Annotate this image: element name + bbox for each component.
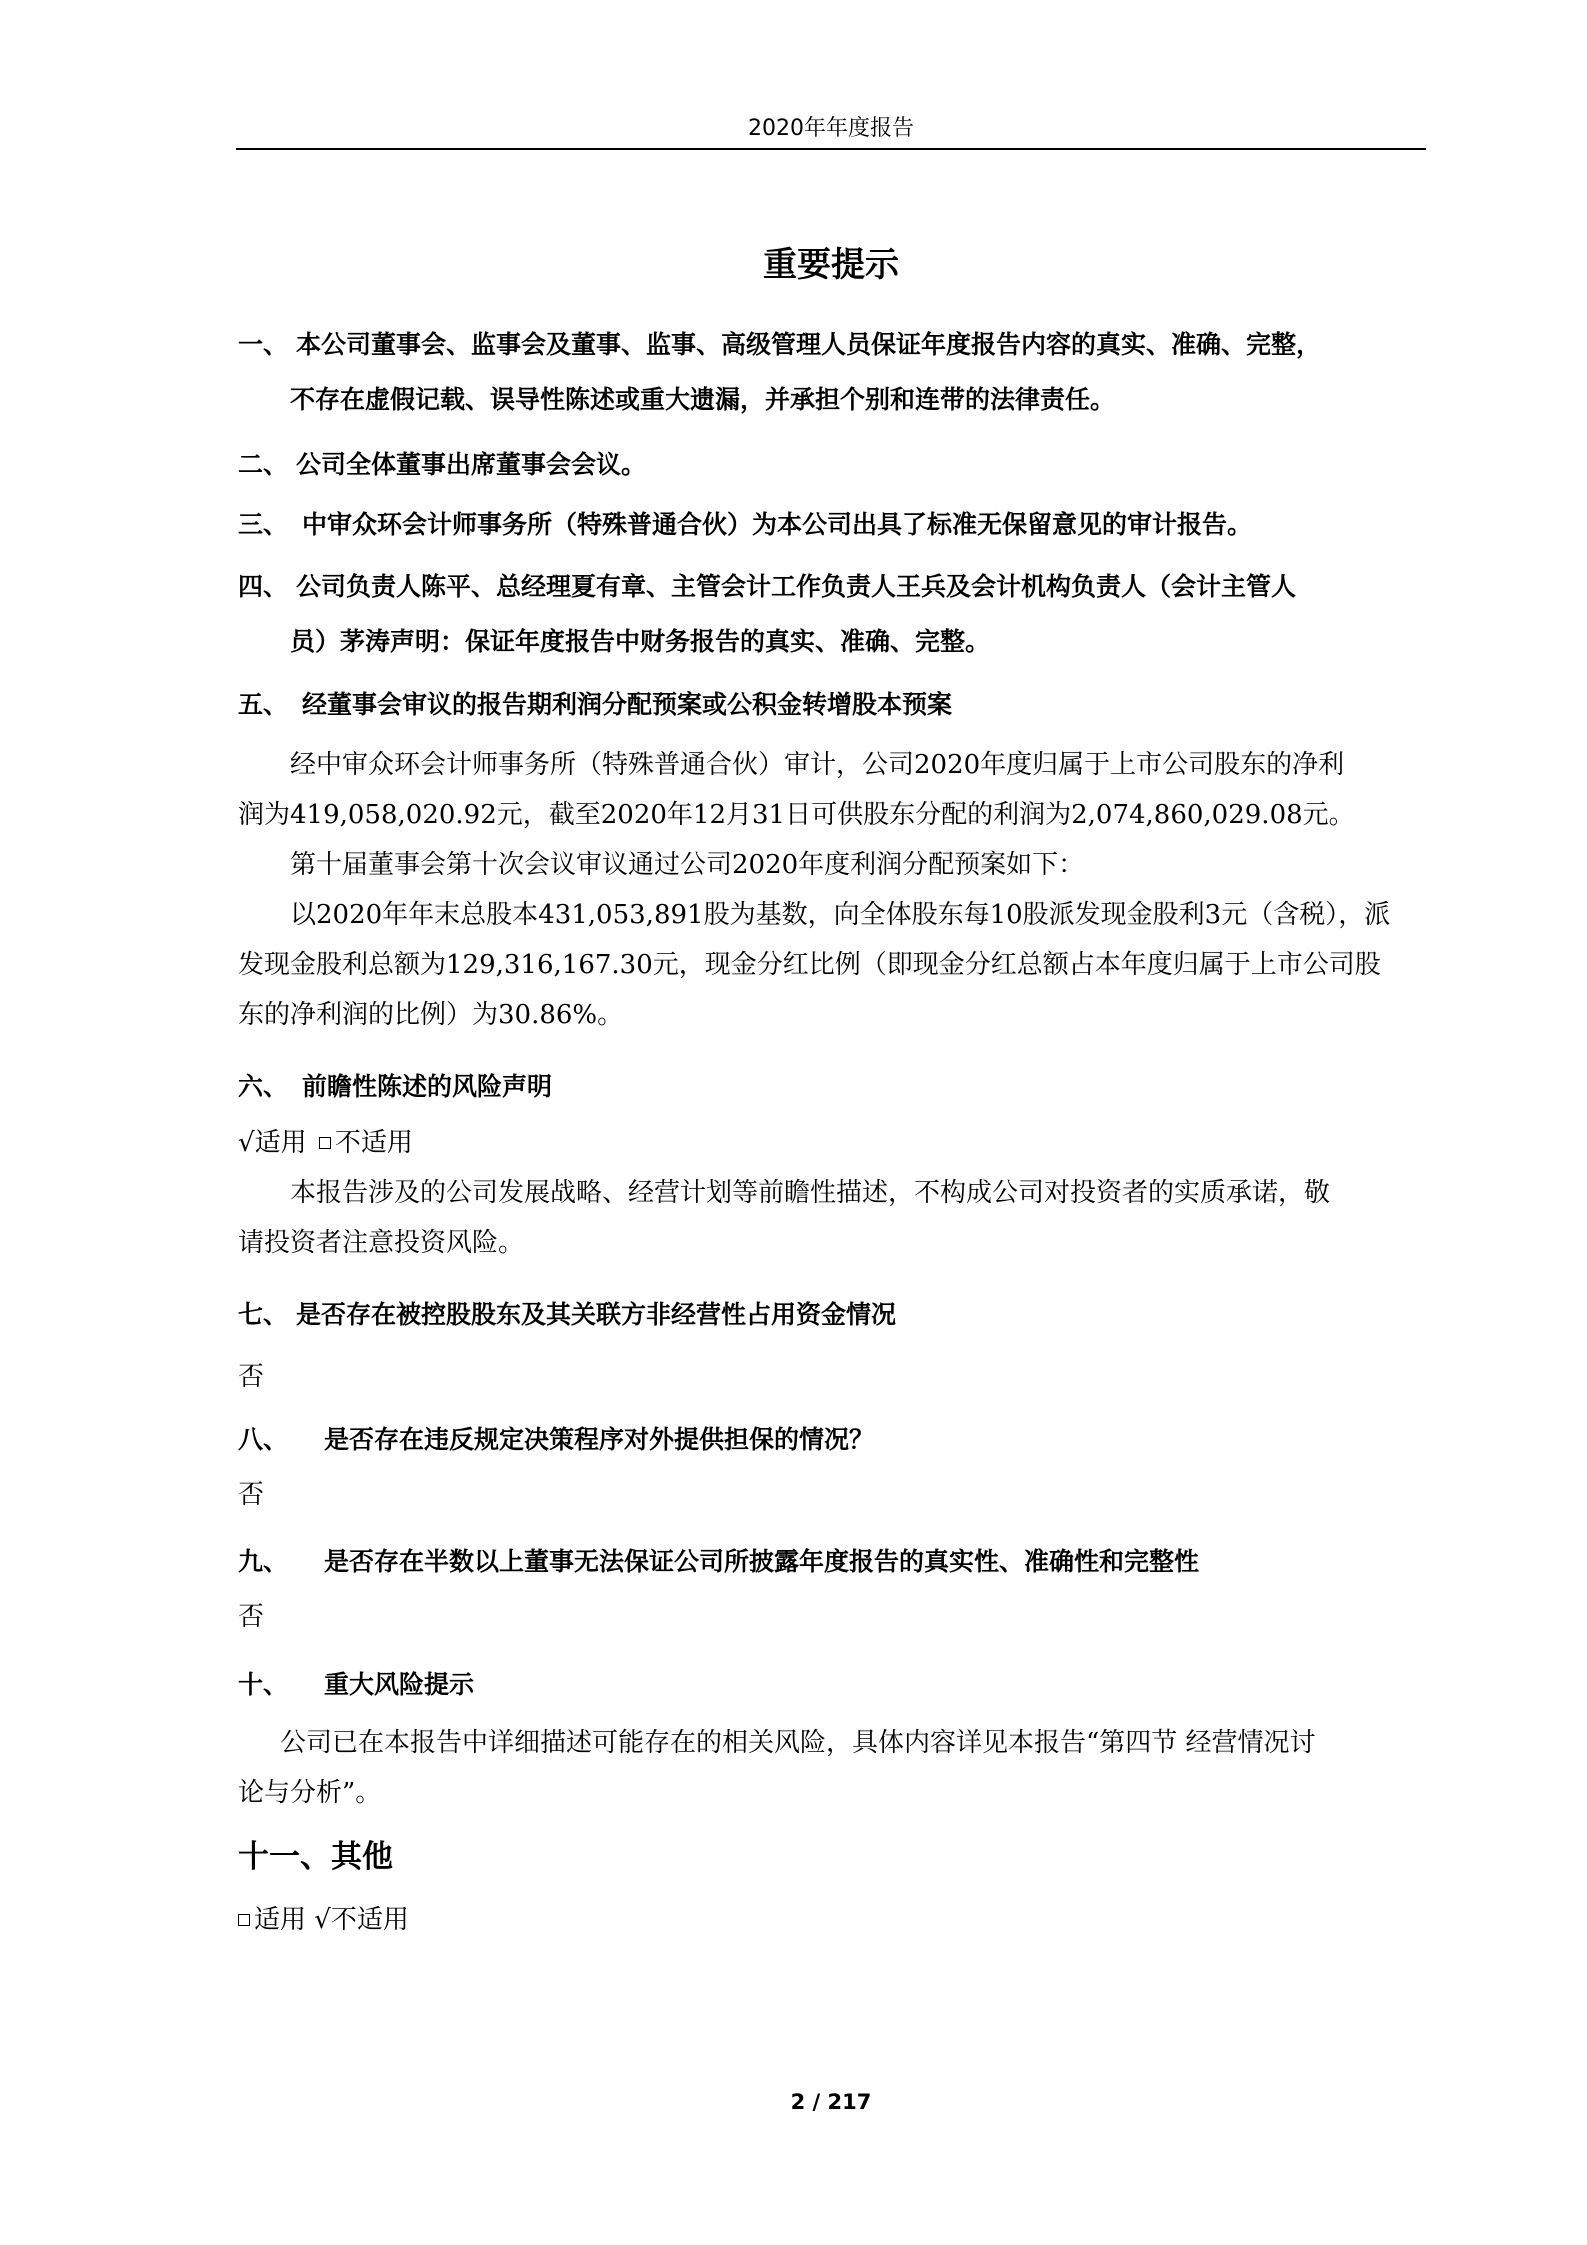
item-5-paragraph-3-line-1: 以2020年年末总股本431,053,891股为基数，向全体股东每10股派发现金股利3元（含税），派	[290, 900, 1391, 930]
item-3: 三、 中审众环会计师事务所（特殊普通合伙）为本公司出具了标准无保留意见的审计报告。	[238, 510, 1253, 539]
item-6-paragraph-line-2: 请投资者注意投资风险。	[238, 1228, 525, 1258]
empty-checkbox-icon	[319, 1137, 331, 1149]
check-mark-icon: √	[314, 1905, 331, 1935]
item-7-answer: 否	[238, 1362, 265, 1392]
item-1-line-1: 一、 本公司董事会、监事会及董事、监事、高级管理人员保证年度报告内容的真实、准确、完整，	[238, 330, 1322, 359]
item-6-heading: 六、 前瞻性陈述的风险声明	[238, 1072, 553, 1101]
item-11-heading: 十一、其他	[238, 1839, 393, 1875]
item-9-answer: 否	[238, 1602, 265, 1632]
item-8-answer: 否	[238, 1480, 265, 1510]
item-4-line-1: 四、 公司负责人陈平、总经理夏有章、主管会计工作负责人王兵及会计机构负责人（会计主管人	[238, 572, 1297, 601]
item-11-applicability	[238, 1895, 1428, 1945]
item-9-heading: 九、 是否存在半数以上董事无法保证公司所披露年度报告的真实性、准确性和完整性	[238, 1547, 1200, 1576]
item-5-paragraph-3-line-2: 发现金股利总额为129,316,167.30元，现金分红比例（即现金分红总额占本年度归属于上市公司股	[238, 950, 1381, 980]
item-5-paragraph-1-line-2: 润为419,058,020.92元，截至2020年12月31日可供股东分配的利润为2,074,860,029.08元。	[238, 800, 1355, 830]
item-10-paragraph-line-2: 论与分析”。	[238, 1778, 382, 1808]
item-5-paragraph-1-line-1: 经中审众环会计师事务所（特殊普通合伙）审计，公司2020年度归属于上市公司股东的净利	[290, 750, 1345, 780]
item-5-heading: 五、 经董事会审议的报告期利润分配预案或公积金转增股本预案	[238, 690, 953, 719]
applicable-label: 适用	[254, 1905, 307, 1935]
page-title: 重要提示	[763, 245, 899, 285]
page-header	[236, 112, 1426, 150]
item-10-paragraph-line-1: 公司已在本报告中详细描述可能存在的相关风险，具体内容详见本报告“第四节 经营情况讨	[280, 1728, 1316, 1758]
item-5-paragraph-3-line-3: 东的净利润的比例）为30.86%。	[238, 1000, 624, 1030]
report-title: 2020年年度报告	[748, 116, 914, 141]
item-7-heading: 七、 是否存在被控股股东及其关联方非经营性占用资金情况	[238, 1300, 897, 1329]
item-5-paragraph-2: 第十届董事会第十次会议审议通过公司2020年度利润分配预案如下：	[290, 850, 1085, 880]
item-6-paragraph-line-1: 本报告涉及的公司发展战略、经营计划等前瞻性描述，不构成公司对投资者的实质承诺，敬	[290, 1178, 1331, 1208]
item-4-line-2: 员）茅涛声明：保证年度报告中财务报告的真实、准确、完整。	[290, 627, 991, 656]
item-8-heading: 八、 是否存在违反规定决策程序对外提供担保的情况？	[238, 1425, 875, 1454]
item-6-applicability	[238, 1118, 1428, 1168]
item-10-heading: 十、 重大风险提示	[238, 1670, 475, 1699]
item-2: 二、 公司全体董事出席董事会会议。	[238, 450, 647, 479]
applicable-label: 适用	[254, 1128, 307, 1158]
not-applicable-label: 不适用	[334, 1128, 413, 1158]
item-1-line-2: 不存在虚假记载、误导性陈述或重大遗漏，并承担个别和连带的法律责任。	[290, 385, 1116, 414]
check-mark-icon: √	[238, 1128, 255, 1158]
not-applicable-label: 不适用	[330, 1905, 409, 1935]
page-number: 2 / 217	[790, 2090, 872, 2114]
empty-checkbox-icon	[238, 1914, 250, 1926]
